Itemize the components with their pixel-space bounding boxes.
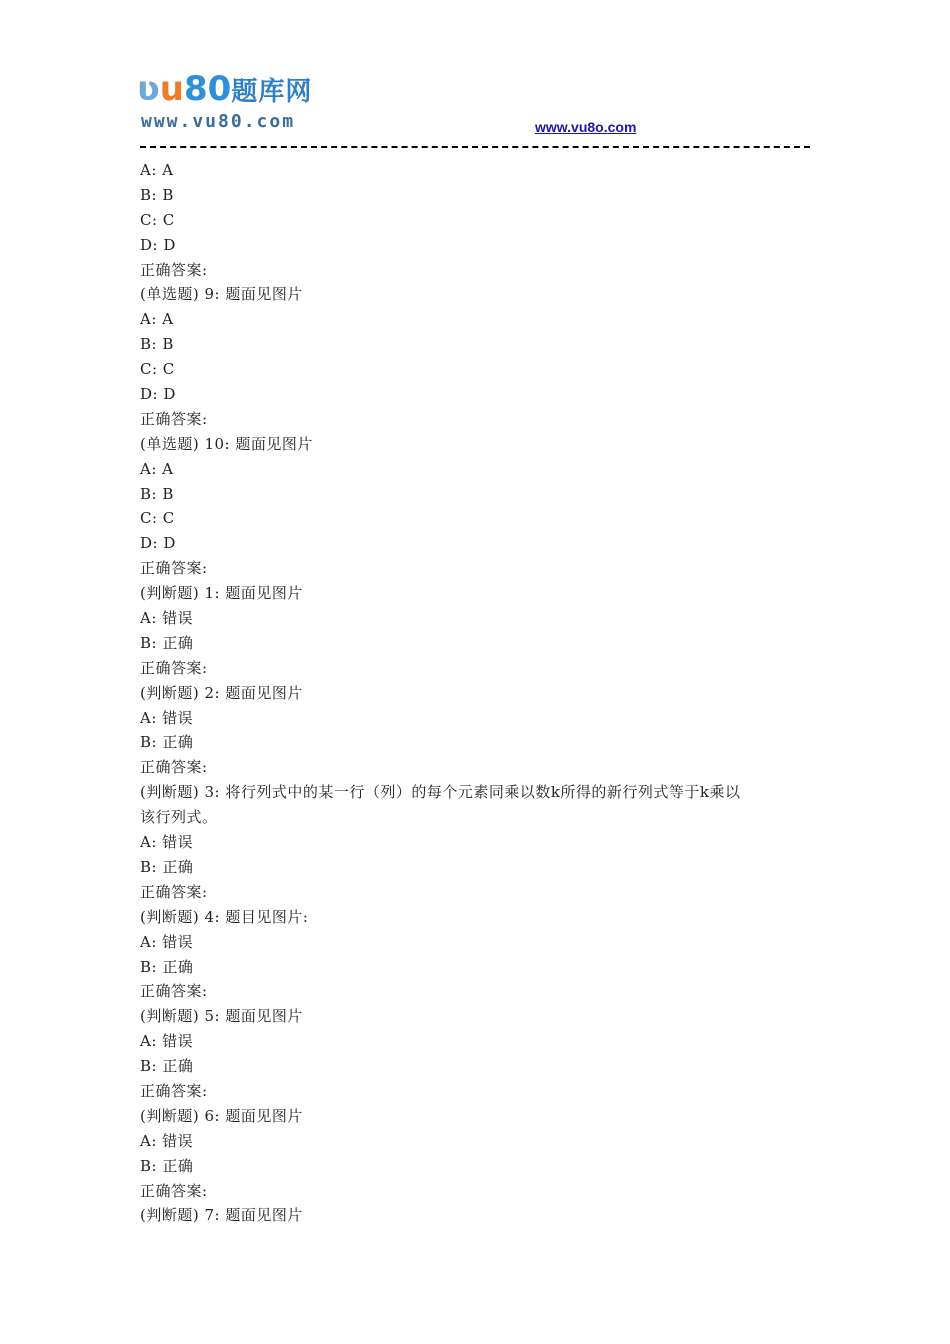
text-line: 正确答案: <box>140 260 208 279</box>
site-link[interactable]: www.vu8o.com <box>535 119 637 135</box>
text-line: (判断题) 7: 题面见图片 <box>140 1206 303 1225</box>
text-line: 正确答案: <box>140 758 208 777</box>
text-line: B: 正确 <box>140 1057 194 1076</box>
text-line: D: D <box>140 235 176 254</box>
text-line: B: 正确 <box>140 1156 194 1175</box>
text-line: B: 正确 <box>140 957 194 976</box>
text-line: 正确答案: <box>140 658 208 677</box>
text-line: (判断题) 1: 题面见图片 <box>140 584 303 603</box>
text-line: B: 正确 <box>140 733 194 752</box>
text-line: (判断题) 5: 题面见图片 <box>140 1007 303 1026</box>
text-line: B: 正确 <box>140 633 194 652</box>
text-line: (判断题) 2: 题面见图片 <box>140 683 303 702</box>
text-line: A: 错误 <box>140 609 194 628</box>
text-line: 正确答案: <box>140 409 208 428</box>
text-line: 正确答案: <box>140 982 208 1001</box>
text-line: (判断题) 3: 将行列式中的某一行（列）的每个元素同乘以数k所得的新行列式等于k乘以 <box>140 783 741 802</box>
text-line: D: D <box>140 385 176 404</box>
text-line: B: B <box>140 185 174 204</box>
text-line: 正确答案: <box>140 882 208 901</box>
site-logo[interactable] <box>137 66 359 138</box>
text-line: (单选题) 9: 题面见图片 <box>140 285 303 304</box>
question-list <box>140 158 820 1228</box>
text-line: A: 错误 <box>140 1131 194 1150</box>
text-line: 正确答案: <box>140 1081 208 1100</box>
text-line: A: 错误 <box>140 932 194 951</box>
header-divider <box>140 146 810 148</box>
logo-mark: ʋu80题库网 <box>137 69 313 109</box>
text-line: A: 错误 <box>140 708 194 727</box>
text-line: B: B <box>140 335 174 354</box>
text-line: A: A <box>140 161 174 179</box>
text-line: A: A <box>140 459 174 478</box>
text-line: A: A <box>140 310 174 329</box>
text-line: B: 正确 <box>140 857 194 876</box>
text-line: (判断题) 6: 题面见图片 <box>140 1106 303 1125</box>
text-line: A: 错误 <box>140 1032 194 1051</box>
text-line: 该行列式。 <box>140 808 218 827</box>
text-line: C: C <box>140 509 175 528</box>
text-line: C: C <box>140 360 175 379</box>
text-line: (判断题) 4: 题目见图片: <box>140 907 309 926</box>
text-line: A: 错误 <box>140 833 194 852</box>
text-line: C: C <box>140 210 175 229</box>
text-line: (单选题) 10: 题面见图片 <box>140 434 313 453</box>
text-line: 正确答案: <box>140 559 208 578</box>
text-line: 正确答案: <box>140 1181 208 1200</box>
logo-url-text: www.vu80.com <box>141 111 296 132</box>
text-line: B: B <box>140 484 174 503</box>
text-line: D: D <box>140 534 176 553</box>
